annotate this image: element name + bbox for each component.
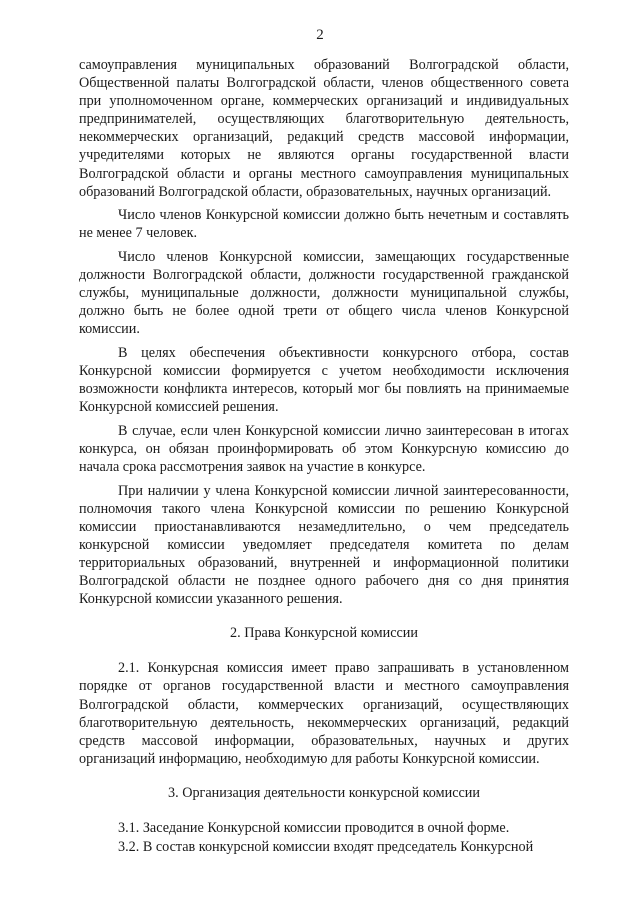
paragraph-civil-servants: Число членов Конкурсной комиссии, замещающих государственные должности Волгоградской области, должности государственной гражданской службы, муниципальные должности, должности муниципальной службы, должно быть не более одной трети от общего числа членов Конкурсной комиссии. bbox=[79, 248, 569, 338]
paragraph-continuation: самоуправления муниципальных образований Волгоградской области, Общественной палаты Волгоградской области, членов общественного совета при уполномоченном органе, коммерческих организаций и индивидуальных предпринимателей, осуществляющих благотворительную деятельность, некоммерческих организаций, редакций средств массовой информации, учредителями которых не являются органы государственной власти Волгоградской области и органы местного самоуправления муниципальных образований Волгоградской области, образовательных, научных организаций. bbox=[79, 57, 569, 200]
page-number: 2 bbox=[316, 27, 324, 43]
section-3-heading: 3. Организация деятельности конкурсной комиссии bbox=[168, 784, 480, 801]
paragraph-member-count: Число членов Конкурсной комиссии должно быть нечетным и составлять не менее 7 человек. bbox=[79, 207, 569, 242]
paragraph-suspension: При наличии у члена Конкурсной комиссии личной заинтересованности, полномочия такого члена Конкурсной комиссии по решению Конкурсной комиссии приостанавливаются незамедлительно, о чем председатель конкурсной комиссии уведомляет председателя комитета по делам территориальных образований, внутренней и информационной политики Волгоградской области не позднее одного рабочего дня со дня принятия Конкурсной комиссии указанного решения. bbox=[79, 482, 569, 608]
section-2-heading: 2. Права Конкурсной комиссии bbox=[230, 625, 418, 642]
paragraph-2-1: 2.1. Конкурсная комиссия имеет право запрашивать в установленном порядке от органов государственной власти и местного самоуправления Волгоградской области, коммерческих организаций, осуществляющих благотворительную деятельность, некоммерческих организаций, редакций средств массовой информации, образовательных, научных и других организаций информацию, необходимую для работы Конкурсной комиссии. bbox=[79, 660, 569, 767]
paragraph-personal-interest: В случае, если член Конкурсной комиссии лично заинтересован в итогах конкурса, он обязан проинформировать об этом Конкурсную комиссию до начала срока рассмотрения заявок на участие в конкурсе. bbox=[79, 422, 569, 475]
paragraph-3-1: 3.1. Заседание Конкурсной комиссии проводится в очной форме. bbox=[118, 819, 510, 836]
document-body bbox=[79, 56, 569, 857]
paragraph-3-2: 3.2. В состав конкурсной комиссии входят председатель Конкурсной bbox=[118, 839, 534, 856]
paragraph-conflict-of-interest: В целях обеспечения объективности конкурсного отбора, состав Конкурсной комиссии формируется с учетом необходимости исключения возможности конфликта интересов, который мог бы повлиять на принимаемые Конкурсной комиссией решения. bbox=[79, 344, 569, 416]
